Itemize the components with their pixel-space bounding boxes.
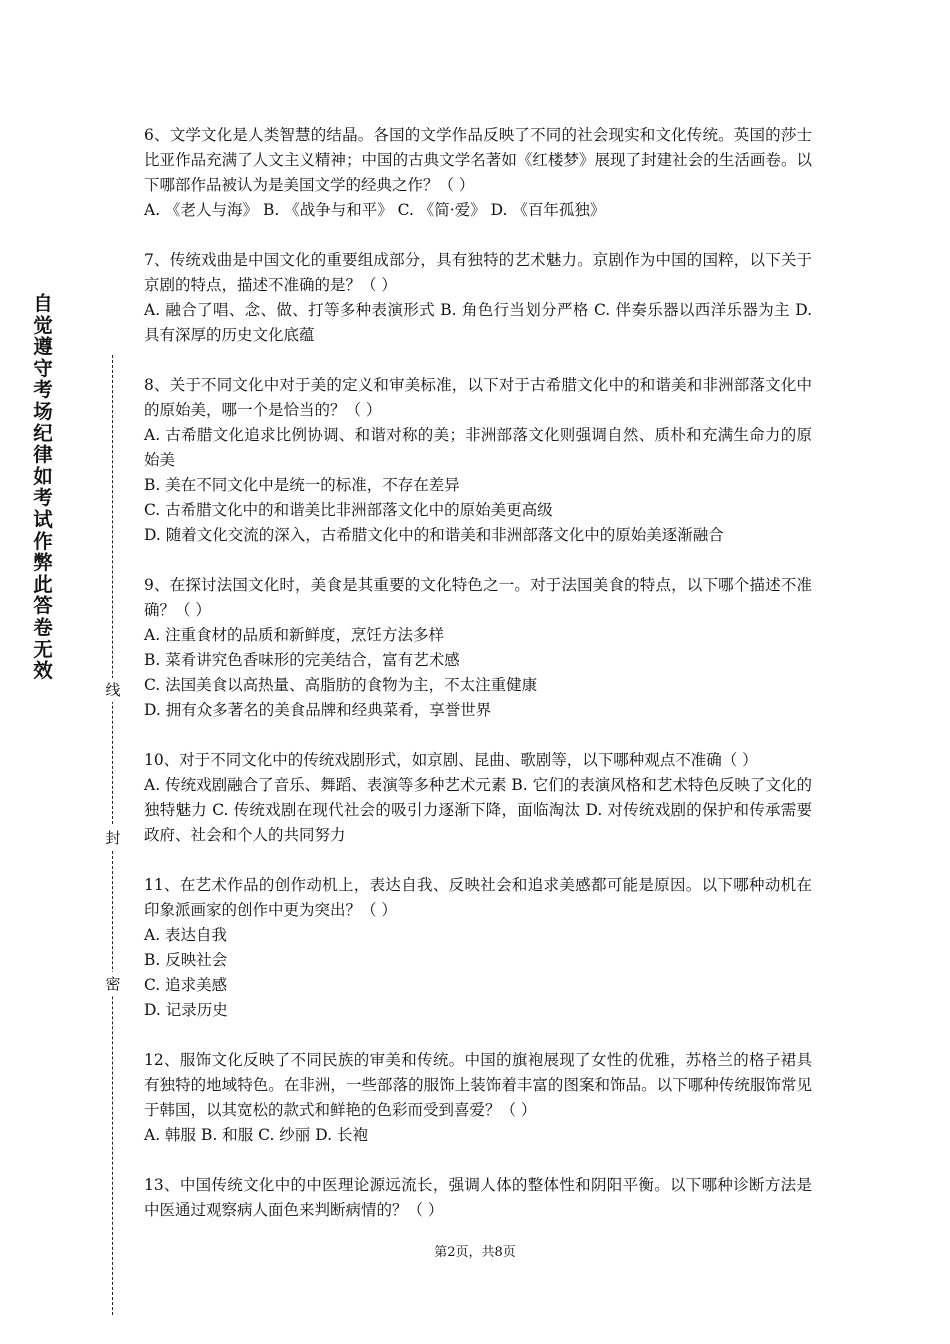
page-number: 第2页，共8页 bbox=[434, 1245, 516, 1260]
option-c: C. 法国美食以高热量、高脂肪的食物为主，不太注重健康 bbox=[144, 676, 538, 694]
question-stem: 13、中国传统文化中的中医理论源远流长，强调人体的整体性和阴阳平衡。以下哪种诊断方法是中医通过观察病人面色来判断病情的？（ ） bbox=[144, 1176, 812, 1219]
question-stem: 11、在艺术作品的创作动机上，表达自我、反映社会和追求美感都可能是原因。以下哪种动机在印象派画家的创作中更为突出？（ ） bbox=[144, 876, 812, 919]
option-b: B. 美在不同文化中是统一的标准，不存在差异 bbox=[144, 476, 460, 494]
option-c: C. 古希腊文化中的和谐美比非洲部落文化中的原始美更高级 bbox=[144, 501, 553, 519]
question-7 bbox=[144, 248, 812, 348]
question-10 bbox=[144, 748, 812, 848]
option-d: D. 拥有众多著名的美食品牌和经典菜肴，享誉世界 bbox=[144, 701, 492, 719]
option-a: A. 古希腊文化追求比例协调、和谐对称的美；非洲部落文化则强调自然、质朴和充满生命力的原始美 bbox=[144, 426, 812, 469]
question-options: A. 韩服 B. 和服 C. 纱丽 D. 长袍 bbox=[144, 1126, 368, 1144]
question-list bbox=[144, 123, 812, 1248]
option-b: B. 反映社会 bbox=[144, 951, 228, 969]
question-stem: 6、文学文化是人类智慧的结晶。各国的文学作品反映了不同的社会现实和文化传统。英国的莎士比亚作品充满了人文主义精神；中国的古典文学名著如《红楼梦》展现了封建社会的生活画卷。以下哪部作品被认为是美国文学的经典之作？（ ） bbox=[144, 126, 812, 194]
question-12 bbox=[144, 1048, 812, 1148]
question-options: A. 传统戏剧融合了音乐、舞蹈、表演等多种艺术元素 B. 它们的表演风格和艺术特色反映了文化的独特魅力 C. 传统戏剧在现代社会的吸引力逐渐下降，面临淘汰 D. 对传统戏剧的保护和传承需要政府、社会和个人的共同努力 bbox=[144, 776, 812, 844]
question-11 bbox=[144, 873, 812, 1023]
exam-discipline-warning: 自觉遵守考场纪律如考试作弊此答卷无效 bbox=[33, 292, 53, 683]
question-stem: 12、服饰文化反映了不同民族的审美和传统。中国的旗袍展现了女性的优雅，苏格兰的格子裙具有独特的地域特色。在非洲，一些部落的服饰上装饰着丰富的图案和饰品。以下哪种传统服饰常见于韩国，以其宽松的款式和鲜艳的色彩而受到喜爱？（ ） bbox=[144, 1051, 812, 1119]
question-9 bbox=[144, 573, 812, 723]
binding-mark-secret: 密 bbox=[103, 972, 123, 996]
question-options: A. 融合了唱、念、做、打等多种表演形式 B. 角色行当划分严格 C. 伴奏乐器以西洋乐器为主 D. 具有深厚的历史文化底蕴 bbox=[144, 301, 812, 344]
binding-mark-line: 线 bbox=[103, 678, 123, 702]
binding-mark-seal: 封 bbox=[103, 826, 123, 850]
question-stem: 7、传统戏曲是中国文化的重要组成部分，具有独特的艺术魅力。京剧作为中国的国粹，以下关于京剧的特点，描述不准确的是？（ ） bbox=[144, 251, 812, 294]
question-stem: 8、关于不同文化中对于美的定义和审美标准，以下对于古希腊文化中的和谐美和非洲部落文化中的原始美，哪一个是恰当的？（ ） bbox=[144, 376, 812, 419]
option-d: D. 随着文化交流的深入，古希腊文化中的和谐美和非洲部落文化中的原始美逐渐融合 bbox=[144, 526, 724, 544]
question-options: A. 《老人与海》 B. 《战争与和平》 C. 《简·爱》 D. 《百年孤独》 bbox=[144, 201, 606, 219]
option-d: D. 记录历史 bbox=[144, 1001, 228, 1019]
question-stem: 10、对于不同文化中的传统戏剧形式，如京剧、昆曲、歌剧等，以下哪种观点不准确（ ） bbox=[144, 751, 758, 769]
option-a: A. 表达自我 bbox=[144, 926, 228, 944]
question-stem: 9、在探讨法国文化时，美食是其重要的文化特色之一。对于法国美食的特点，以下哪个描述不准确？（ ） bbox=[144, 576, 812, 619]
option-a: A. 注重食材的品质和新鲜度，烹饪方法多样 bbox=[144, 626, 445, 644]
option-c: C. 追求美感 bbox=[144, 976, 228, 994]
question-8 bbox=[144, 373, 812, 548]
option-b: B. 菜肴讲究色香味形的完美结合，富有艺术感 bbox=[144, 651, 460, 669]
question-6 bbox=[144, 123, 812, 223]
question-13 bbox=[144, 1173, 812, 1223]
